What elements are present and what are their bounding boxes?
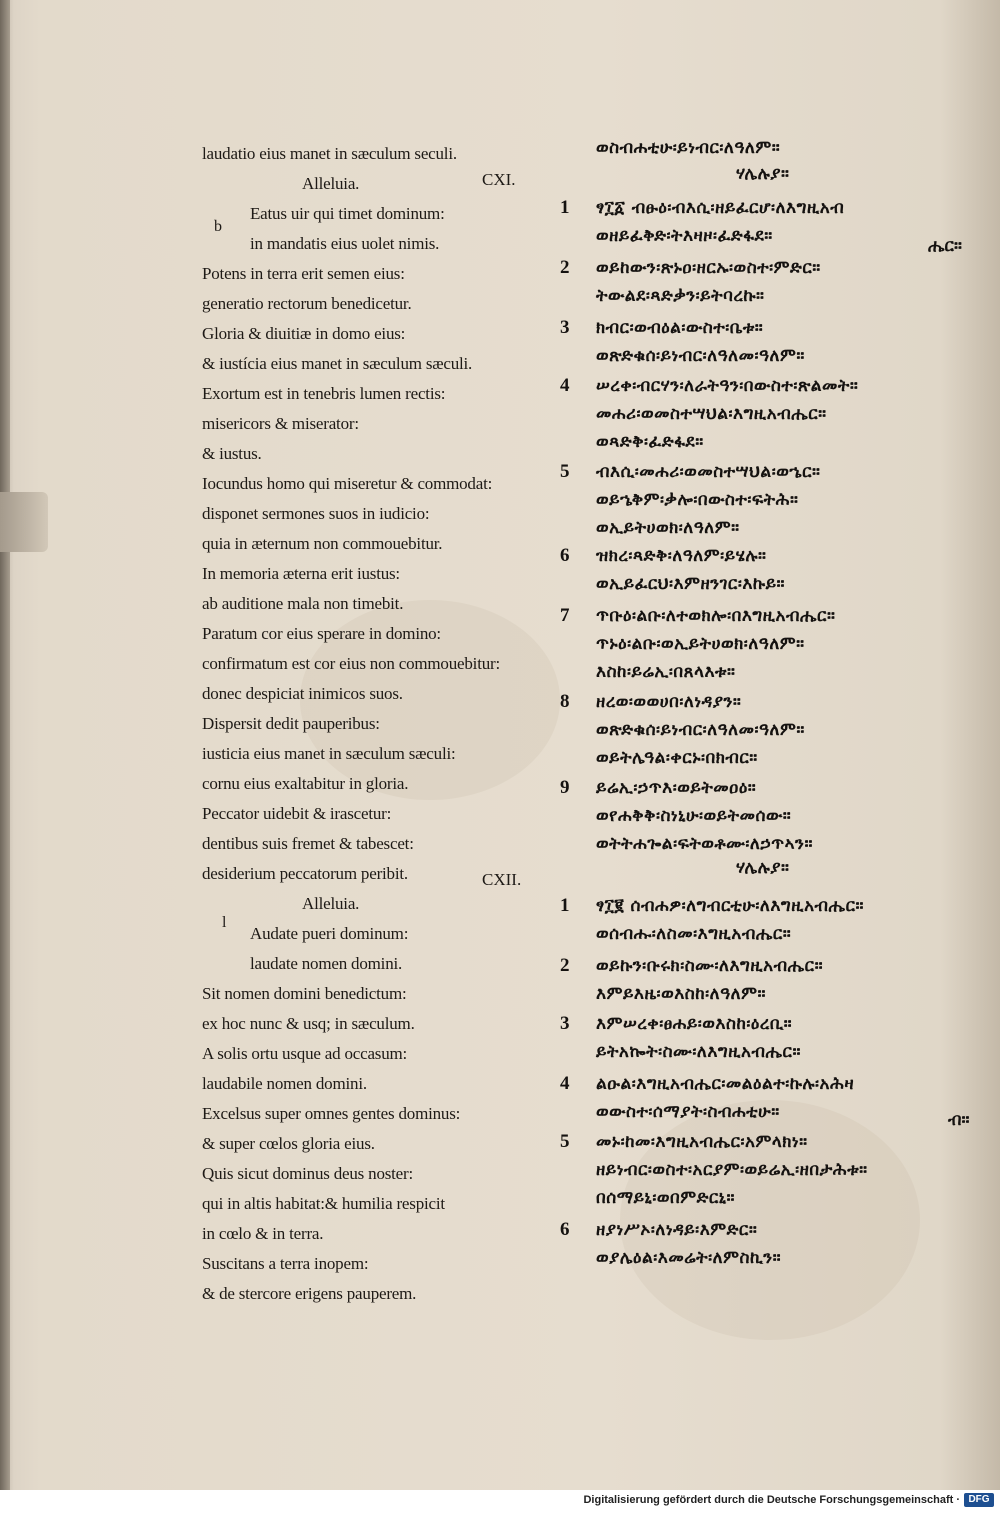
binding-strip bbox=[0, 492, 48, 552]
psalm-number: CXI. bbox=[482, 170, 516, 189]
latin-line: ab auditione mala non timebit. bbox=[202, 594, 404, 613]
ethiopic-line: ፃ፲፪ ሰብሐዎ፡ለግብርቲሁ፡ለእግዚአብሔር። bbox=[596, 896, 864, 916]
ethiopic-line-tail: ብ። bbox=[948, 1110, 970, 1130]
verse-number: 7 bbox=[560, 605, 570, 626]
latin-line: Dispersit dedit pauperibus: bbox=[202, 714, 380, 733]
ethiopic-line: ወኢይትሀወክ፡ለዓለም። bbox=[596, 518, 740, 538]
latin-line: Audate pueri dominum: bbox=[250, 924, 409, 943]
funding-credit: Digitalisierung gefördert durch die Deutsche Forschungsgemeinschaft · bbox=[583, 1494, 960, 1506]
latin-line: Excelsus super omnes gentes dominus: bbox=[202, 1104, 461, 1123]
ethiopic-line: ወጻድቅ፡ፈድፋደ። bbox=[596, 432, 704, 452]
latin-line: In memoria æterna erit iustus: bbox=[202, 564, 400, 583]
latin-line: quia in æternum non commouebitur. bbox=[202, 534, 443, 553]
latin-line: in mandatis eius uolet nimis. bbox=[250, 234, 440, 253]
latin-line: generatio rectorum benedicetur. bbox=[202, 294, 412, 313]
ethiopic-line: መሐሪ፡ወመስተሣህል፡እግዚአብሔር። bbox=[596, 404, 827, 424]
ethiopic-line: ይትአኰት፡ስሙ፡ለእግዚአብሔር። bbox=[596, 1042, 801, 1062]
ethiopic-line: ብእሲ፡መሐሪ፡ወመስተሣህል፡ወኄር። bbox=[596, 462, 821, 482]
ethiopic-line: ወዘይፈቅድ፡ትእዛዞ፡ፈድፋደ። bbox=[596, 226, 773, 246]
ethiopic-line: ወይኄቅም፡ቃሎ፡በውስተ፡ፍትሕ። bbox=[596, 490, 799, 510]
latin-line: A solis ortu usque ad occasum: bbox=[202, 1044, 408, 1063]
verse-number: 6 bbox=[560, 1219, 570, 1240]
ethiopic-line: ጥቡዕ፡ልቡ፡ለተወክሎ፡በእግዚአብሔር። bbox=[596, 606, 836, 626]
ethiopic-line: ልዑል፡እግዚአብሔር፡መልዕልተ፡ኩሉ፡አሕዛ bbox=[596, 1074, 855, 1094]
ethiopic-line: እስከ፡ይሬኢ፡በጸላእቱ። bbox=[596, 662, 736, 682]
ethiopic-line: ወጽድቁሰ፡ይነብር፡ለዓለመ፡ዓለም። bbox=[596, 720, 805, 740]
verse-number: 8 bbox=[560, 691, 570, 712]
ethiopic-line: ዘረወ፡ወወሀበ፡ለነዳያን። bbox=[596, 692, 742, 712]
latin-line: & de stercore erigens pauperem. bbox=[202, 1284, 417, 1303]
latin-line: dentibus suis fremet & tabescet: bbox=[202, 834, 414, 853]
verse-number: 2 bbox=[560, 955, 570, 976]
ethiopic-line: ዘያነሥኦ፡ለነዳይ፡እምድር። bbox=[596, 1220, 758, 1240]
latin-line: Suscitans a terra inopem: bbox=[202, 1254, 369, 1273]
latin-line: misericors & miserator: bbox=[202, 414, 359, 433]
latin-line: Paratum cor eius sperare in domino: bbox=[202, 624, 441, 643]
latin-line: qui in altis habitat:& humilia respicit bbox=[202, 1194, 445, 1213]
initial-letter: b bbox=[214, 218, 222, 235]
ethiopic-line: ወኢይፈርህ፡እምዘንገር፡እኩይ። bbox=[596, 574, 785, 594]
latin-line: confirmatum est cor eius non commouebitur: bbox=[202, 654, 500, 673]
ethiopic-line: ወጽድቁሰ፡ይነብር፡ለዓለመ፡ዓለም። bbox=[596, 346, 805, 366]
ethiopic-line: ክብር፡ወብዕል፡ውስተ፡ቤቱ። bbox=[596, 318, 764, 338]
latin-line: & super cœlos gloria eius. bbox=[202, 1134, 375, 1153]
latin-line: & iustus. bbox=[202, 444, 262, 463]
ethiopic-line: ወሰብሑ፡ለስመ፡እግዚአብሔር። bbox=[596, 924, 792, 944]
ethiopic-line: ወይከውን፡ጽኑዐ፡ዘርኡ፡ወስተ፡ምድር። bbox=[596, 258, 821, 278]
ethiopic-line: ወየሐቅቅ፡ስነኒሁ፡ወይትመሰው። bbox=[596, 806, 792, 826]
ethiopic-line: እምሠረቀ፡ፀሐይ፡ወእስከ፡ዕረቢ። bbox=[596, 1014, 793, 1034]
latin-line: iusticia eius manet in sæculum sæculi: bbox=[202, 744, 456, 763]
latin-line: in cœlo & in terra. bbox=[202, 1224, 324, 1243]
verse-number: 1 bbox=[560, 197, 570, 218]
ethiopic-heading: ሃሌሉያ። bbox=[736, 164, 790, 184]
ethiopic-line: ፃ፲፩ ብፁዕ፡ብእሲ፡ዘይፈርሆ፡ለእግዚአብ bbox=[596, 198, 845, 218]
verse-number: 3 bbox=[560, 317, 570, 338]
verse-number: 5 bbox=[560, 1131, 570, 1152]
ethiopic-line: ዝክረ፡ጻድቅ፡ለዓለም፡ይሄሉ። bbox=[596, 546, 767, 566]
latin-line: Iocundus homo qui miseretur & commodat: bbox=[202, 474, 493, 493]
ethiopic-heading: ሃሌሉያ። bbox=[736, 858, 790, 878]
ethiopic-line: ወስብሐቲሁ፡ይነብር፡ለዓለም። bbox=[596, 138, 781, 158]
verse-number: 3 bbox=[560, 1013, 570, 1034]
ethiopic-line: ወይኩን፡ቡሩክ፡ስሙ፡ለእግዚአብሔር። bbox=[596, 956, 824, 976]
page-edge bbox=[0, 0, 10, 1490]
verse-number: 2 bbox=[560, 257, 570, 278]
latin-line: Sit nomen domini benedictum: bbox=[202, 984, 407, 1003]
verse-number: 9 bbox=[560, 777, 570, 798]
ethiopic-line: ጥኑዕ፡ልቡ፡ወኢይትሀወክ፡ለዓለም። bbox=[596, 634, 805, 654]
ethiopic-line: ዘይነብር፡ወስተ፡አርያም፡ወይሬኢ፡ዘበታሕቱ። bbox=[596, 1160, 868, 1180]
latin-line: laudate nomen domini. bbox=[250, 954, 403, 973]
verse-number: 1 bbox=[560, 895, 570, 916]
latin-line: desiderium peccatorum peribit. bbox=[202, 864, 408, 883]
latin-line: cornu eius exaltabitur in gloria. bbox=[202, 774, 409, 793]
ethiopic-line: ሠረቀ፡ብርሃን፡ለራትዓን፡በውስተ፡ጽልመት። bbox=[596, 376, 859, 396]
verse-number: 5 bbox=[560, 461, 570, 482]
latin-line: & iustícia eius manet in sæculum sæculi. bbox=[202, 354, 473, 373]
ethiopic-line: ወውስተ፡ሰማያት፡ስብሐቲሁ። bbox=[596, 1102, 780, 1122]
latin-line: laudabile nomen domini. bbox=[202, 1074, 367, 1093]
psalm-number: CXII. bbox=[482, 870, 522, 889]
latin-line: Potens in terra erit semen eius: bbox=[202, 264, 405, 283]
latin-line: laudatio eius manet in sæculum seculi. bbox=[202, 144, 457, 163]
latin-heading: Alleluia. bbox=[302, 174, 360, 193]
latin-line: Exortum est in tenebris lumen rectis: bbox=[202, 384, 446, 403]
latin-line: Quis sicut dominus deus noster: bbox=[202, 1164, 414, 1183]
latin-line: ex hoc nunc & usq; in sæculum. bbox=[202, 1014, 415, 1033]
ethiopic-line: ወያሌዕል፡እመሬት፡ለምስኪን። bbox=[596, 1248, 782, 1268]
latin-line: Peccator uidebit & irascetur: bbox=[202, 804, 392, 823]
ethiopic-line: እምይእዜ፡ወእስከ፡ለዓለም። bbox=[596, 984, 766, 1004]
ethiopic-line: ወትትሐጐል፡ፍትወቶሙ፡ለኃጥኣን። bbox=[596, 834, 813, 854]
dfg-logo: DFG bbox=[964, 1493, 994, 1507]
footer-bar bbox=[0, 1490, 1000, 1513]
ethiopic-line: ትውልደ፡ጻድቃን፡ይትባረኩ። bbox=[596, 286, 765, 306]
ethiopic-line-tail: ሔር። bbox=[928, 236, 962, 256]
latin-heading: Alleluia. bbox=[302, 894, 360, 913]
ethiopic-line: በሰማይኒ፡ወበምድርኒ። bbox=[596, 1188, 735, 1208]
verse-number: 6 bbox=[560, 545, 570, 566]
latin-line: disponet sermones suos in iudicio: bbox=[202, 504, 430, 523]
latin-line: donec despiciat inimicos suos. bbox=[202, 684, 403, 703]
initial-letter: l bbox=[222, 914, 227, 931]
ethiopic-line: መኑ፡ከመ፡እግዚአብሔር፡አምላክነ። bbox=[596, 1132, 808, 1152]
latin-line: Gloria & diuitiæ in domo eius: bbox=[202, 324, 406, 343]
latin-line: Eatus uir qui timet dominum: bbox=[250, 204, 445, 223]
verse-number: 4 bbox=[560, 375, 570, 396]
ethiopic-line: ይሬኢ፡ኃጥእ፡ወይትመዐዕ። bbox=[596, 778, 757, 798]
verse-number: 4 bbox=[560, 1073, 570, 1094]
ethiopic-line: ወይትሌዓል፡ቀርኑ፡በክብር። bbox=[596, 748, 758, 768]
